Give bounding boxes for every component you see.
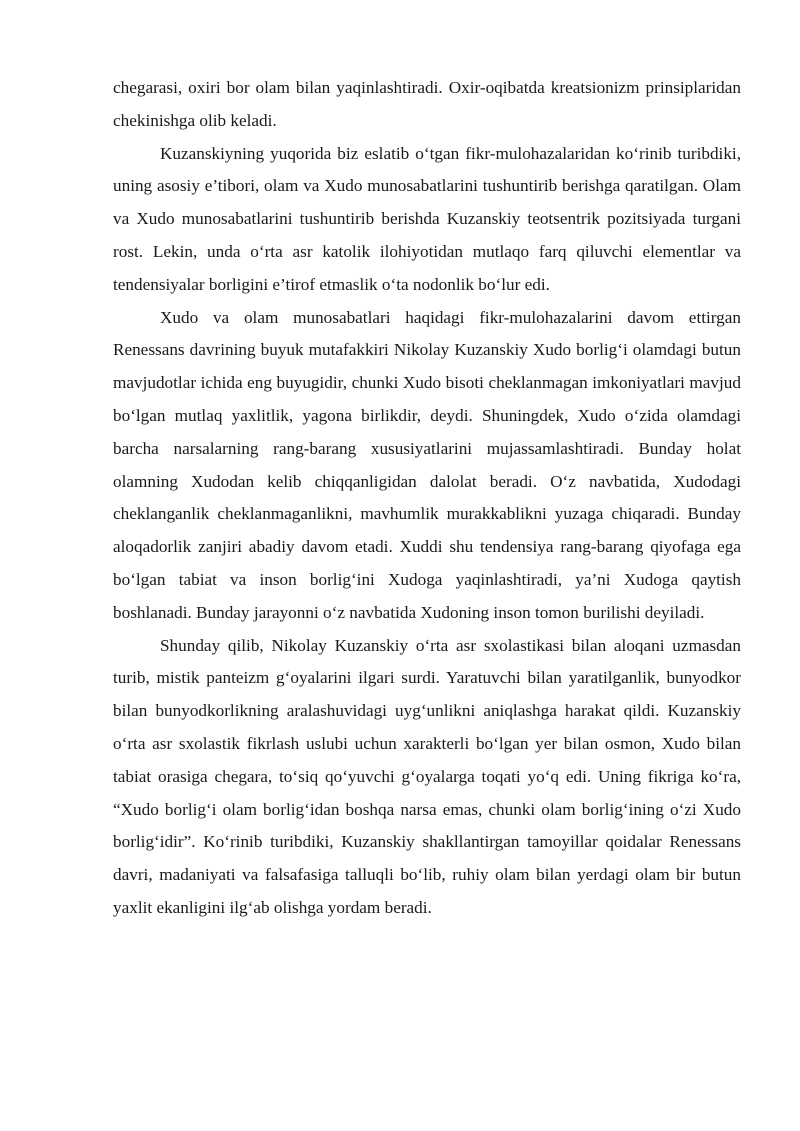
paragraph-kuzanskiy-views: Kuzanskiyning yuqorida biz eslatib o‘tgan fikr-mulohazalaridan ko‘rinib turibdiki, uning asosiy e’tibori, olam va Xudo munosabatlarini tushuntirib berishga qaratilgan. Olam va Xudo munosabatlarini tushuntirib berishda Kuzanskiy teotsentrik pozitsiyada turgani rost. Lekin, unda o‘rta asr katolik ilohiyotidan mutlaqo farq qiluvchi elementlar va tendensiyalar borligini e’tirof etmaslik o‘ta nodonlik bo‘lur edi. xyxy=(113,143,741,294)
paragraph-continuation: chegarasi, oxiri bor olam bilan yaqinlashtiradi. Oxir-oqibatda kreatsionizm prinsiplaridan chekinishga olib keladi. xyxy=(113,78,741,130)
paragraph-god-and-world: Xudo va olam munosabatlari haqidagi fikr-mulohazalarini davom ettirgan Renessans davrining buyuk mutafakkiri Nikolay Kuzanskiy Xudo borlig‘i olamdagi butun mavjudotlar ichida eng buyugidir, chunki Xudo bisoti cheklanmagan imkoniyatlari mavjud bo‘lgan mutlaq yaxlitlik, yagona birlikdir, deydi. Shuningdek, Xudo o‘zida olamdagi barcha narsalarning rang-barang xususiyatlarini mujassamlashtiradi. Bunday holat olamning Xudodan kelib chiqqanligidan dalolat beradi. O‘z navbatida, Xudodagi cheklanganlik cheklanmaganlikni, mavhumlik murakkablikni yuzaga chiqaradi. Bunday aloqadorlik zanjiri abadiy davom etadi. Xuddi shu tendensiya rang-barang qiyofaga ega bo‘lgan tabiat va inson borlig‘ini Xudoga yaqinlashtiradi, ya’ni Xudoga qaytish boshlanadi. Bunday jarayonni o‘z navbatida Xudoning inson tomon burilishi deyiladi. xyxy=(113,307,741,622)
document-page xyxy=(113,72,741,925)
paragraph-conclusion: Shunday qilib, Nikolay Kuzanskiy o‘rta asr sxolastikasi bilan aloqani uzmasdan turib, mistik panteizm g‘oyalarini ilgari surdi. Yaratuvchi bilan yaratilganlik, bunyodkor bilan bunyodkorlikning aralashuvidagi uyg‘unlikni aniqlashga harakat qildi. Kuzanskiy o‘rta asr sxolastik fikrlash uslubi uchun xarakterli bo‘lgan yer bilan osmon, Xudo bilan tabiat orasiga chegara, to‘siq qo‘yuvchi g‘oyalarga toqati yo‘q edi. Uning fikriga ko‘ra, “Xudo borlig‘i olam borlig‘idan boshqa narsa emas, chunki olam borlig‘ining o‘zi Xudo borlig‘idir”. Ko‘rinib turibdiki, Kuzanskiy shakllantirgan tamoyillar qoidalar Renessans davri, madaniyati va falsafasiga talluqli bo‘lib, ruhiy olam bilan yerdagi olam bir butun yaxlit ekanligini ilg‘ab olishga yordam beradi. xyxy=(113,635,741,917)
